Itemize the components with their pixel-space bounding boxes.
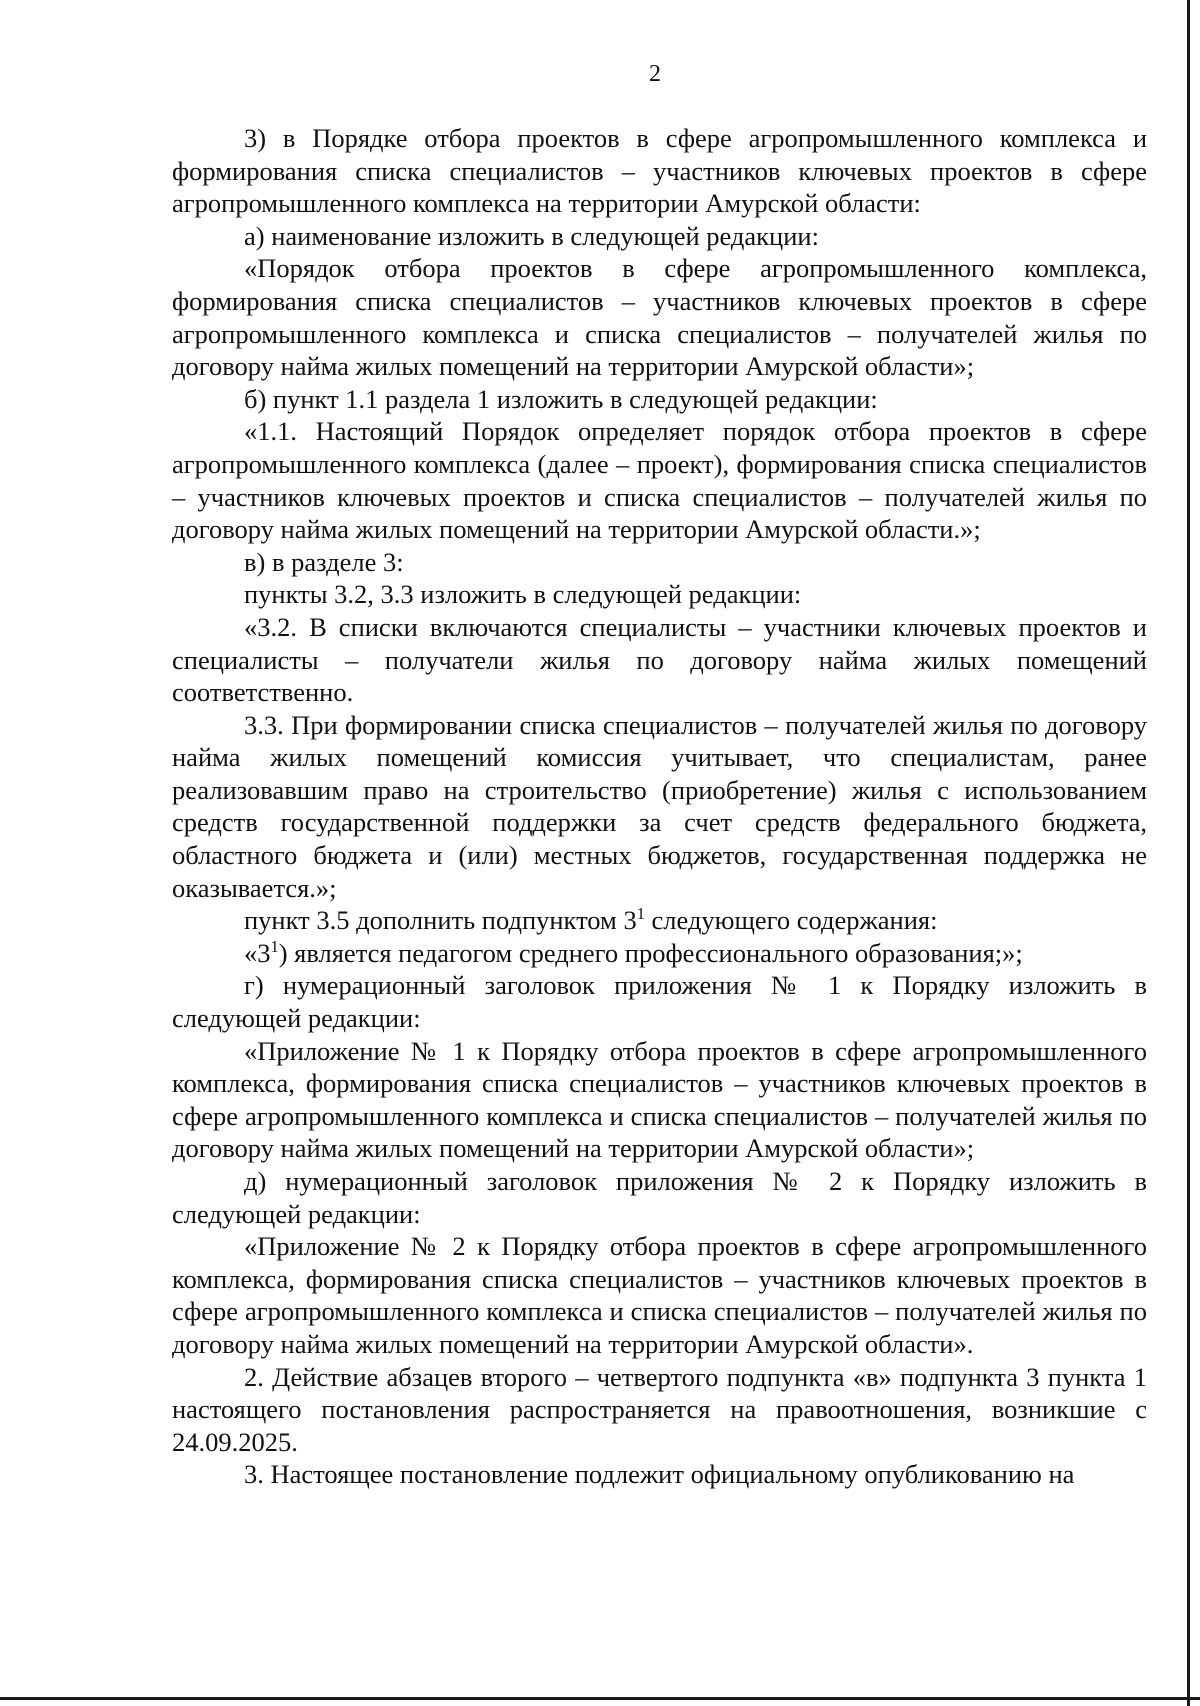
paragraph-subitem-v: в) в разделе 3: <box>244 546 404 577</box>
paragraph-quote-3-1 <box>172 937 1147 970</box>
paragraph-quote-3-2: «3.2. В списки включаются специалисты – участники ключевых проектов и специалисты – получатели жилья по договору найма жилых помещений соответственно. <box>172 611 1147 708</box>
text-fragment: ) является педагогом среднего профессионального образования;»; <box>278 937 1023 968</box>
superscript: 1 <box>270 936 279 956</box>
paragraph-quote-appendix-1: «Приложение № 1 к Порядку отбора проектов в сфере агропромышленного комплекса, формирования списка специалистов – участников ключевых проектов в сфере агропромышленного комплекса и списка специалистов – получателей жилья по договору найма жилых помещений на территории Амурской области»; <box>172 1035 1147 1164</box>
text-fragment: «3 <box>244 937 271 968</box>
scan-edge-right <box>1187 0 1190 1706</box>
text-fragment: пункт 3.5 дополнить подпунктом 3 <box>244 905 637 936</box>
document-body <box>172 122 1147 1491</box>
paragraph-subitem-d: д) нумерационный заголовок приложения № 2 к Порядку изложить в следующей редакции: <box>172 1166 1147 1229</box>
paragraph-item-3-publication: 3. Настоящее постановление подлежит официальному опубликованию на <box>244 1459 1075 1490</box>
superscript: 1 <box>636 904 645 924</box>
page-number: 2 <box>649 61 661 87</box>
paragraph-quote-appendix-2: «Приложение № 2 к Порядку отбора проектов в сфере агропромышленного комплекса, формирования списка специалистов – участников ключевых проектов в сфере агропромышленного комплекса и списка специалистов – получателей жилья по договору найма жилых помещений на территории Амурской области». <box>172 1231 1147 1359</box>
scan-edge-bottom <box>0 1697 1200 1700</box>
paragraph-points-3-2-3-3: пункты 3.2, 3.3 изложить в следующей редакции: <box>244 579 802 610</box>
text-fragment: следующего содержания: <box>644 905 938 936</box>
paragraph-subitem-g: г) нумерационный заголовок приложения № 1 к Порядку изложить в следующей редакции: <box>172 970 1147 1034</box>
paragraph-item-3: 3) в Порядке отбора проектов в сфере агропромышленного комплекса и формирования списка специалистов – участников ключевых проектов в сфере агропромышленного комплекса на территории Амурской области: <box>172 123 1147 219</box>
paragraph-quote-title: «Порядок отбора проектов в сфере агропромышленного комплекса, формирования списка специалистов – участников ключевых проектов в сфере агропромышленного комплекса и списка специалистов – получателей жилья по договору найма жилых помещений на территории Амурской области»; <box>172 253 1147 382</box>
paragraph-point-3-5 <box>172 904 1147 937</box>
paragraph-subitem-b: б) пункт 1.1 раздела 1 изложить в следующей редакции: <box>244 383 878 414</box>
paragraph-quote-3-3: 3.3. При формировании списка специалистов – получателей жилья по договору найма жилых помещений комиссия учитывает, что специалистам, ранее реализовавшим право на строительство (приобретение) жилья с использованием средств государственной поддержки за счет средств федерального бюджета, областного бюджета и (или) местных бюджетов, государственная поддержка не оказывается.»; <box>172 709 1147 903</box>
paragraph-item-2: 2. Действие абзацев второго – четвертого подпункта «в» подпункта 3 пункта 1 настоящего постановления распространяется на правоотношения, возникшие с 24.09.2025. <box>172 1361 1147 1457</box>
paragraph-quote-1-1: «1.1. Настоящий Порядок определяет порядок отбора проектов в сфере агропромышленного комплекса (далее – проект), формирования списка специалистов – участников ключевых проектов и списка специалистов – получателей жилья по договору найма жилых помещений на территории Амурской области.»; <box>172 416 1147 545</box>
paragraph-subitem-a: а) наименование изложить в следующей редакции: <box>244 220 819 251</box>
